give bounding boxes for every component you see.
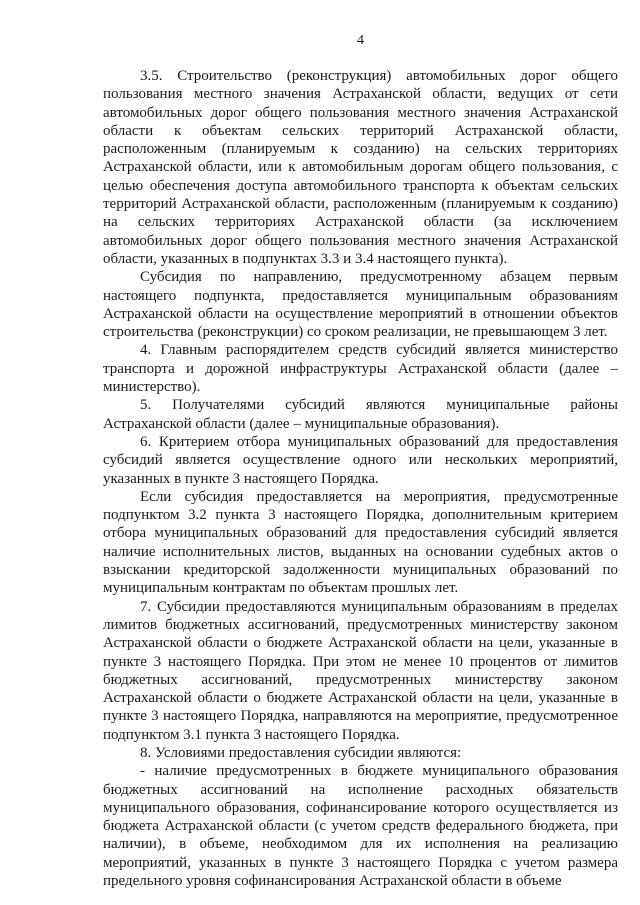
paragraph-subsidy-direction: Субсидия по направлению, предусмотренному абзацем первым настоящего подпункта, предоставляется муниципальным образованиям Астраханской области на осуществление мероприятий в отношении объектов строительства (реконструкции) со сроком реализации, не превышающем 3 лет. (103, 269, 618, 341)
paragraph-4: 4. Главным распорядителем средств субсидий является министерство транспорта и дорожной инфраструктуры Астраханской области (далее – министерство). (103, 342, 618, 396)
paragraph-additional-criterion: Если субсидия предоставляется на мероприятия, предусмотренные подпунктом 3.2 пункта 3 настоящего Порядка, дополнительным критерием отбора муниципальных образований для предоставления субсидий является наличие исполнительных листов, выданных на основании судебных актов о взыскании кредиторской задолженности муниципальных образований по муниципальным контрактам по объектам прошлых лет. (103, 488, 618, 597)
paragraph-3-5: 3.5. Строительство (реконструкция) автомобильных дорог общего пользования местного значения Астраханской области, ведущих от сети автомобильных дорог общего пользования местного значения Астраханской области к объектам сельских территорий Астраханской области, расположенным (планируемым к созданию) на сельских территориях Астраханской области, или к автомобильным дорогам общего пользования, с целью обеспечения доступа автомобильного транспорта к объектам сельских территорий Астраханской области, расположенным (планируемым к созданию) на сельских территориях Астраханской области (за исключением автомобильных дорог общего пользования местного значения Астраханской области, указанных в подпунктах 3.3 и 3.4 настоящего пункта). (103, 68, 618, 267)
page-number: 4 (357, 33, 364, 48)
paragraph-condition-budget: - наличие предусмотренных в бюджете муниципального образования бюджетных ассигнований на исполнение расходных обязательств муниципального образования, софинансирование которого осуществляется из бюджета Астраханской области (с учетом средств федерального бюджета, при наличии), в объеме, необходимом для их исполнения на реализацию мероприятий, указанных в пункте 3 настоящего Порядка с учетом размера предельного уровня софинансирования Астраханской области в объеме (103, 763, 618, 890)
paragraph-6: 6. Критерием отбора муниципальных образований для предоставления субсидий является осуществление одного или нескольких мероприятий, указанных в пункте 3 настоящего Порядка. (103, 433, 618, 487)
paragraph-8: 8. Условиями предоставления субсидии являются: (140, 744, 462, 761)
paragraph-7: 7. Субсидии предоставляются муниципальным образованиям в пределах лимитов бюджетных ассигнований, предусмотренных министерству законом Астраханской области о бюджете Астраханской области на цели, указанные в пункте 3 настоящего Порядка. При этом не менее 10 процентов от лимитов бюджетных ассигнований, предусмотренных министерству законом Астраханской области о бюджете Астраханской области на цели, указанные в пункте 3 настоящего Порядка, направляются на мероприятие, предусмотренное подпунктом 3.1 пункта 3 настоящего Порядка. (103, 598, 618, 743)
paragraph-5: 5. Получателями субсидий являются муниципальные районы Астраханской области (далее – муниципальные образования). (103, 397, 618, 432)
